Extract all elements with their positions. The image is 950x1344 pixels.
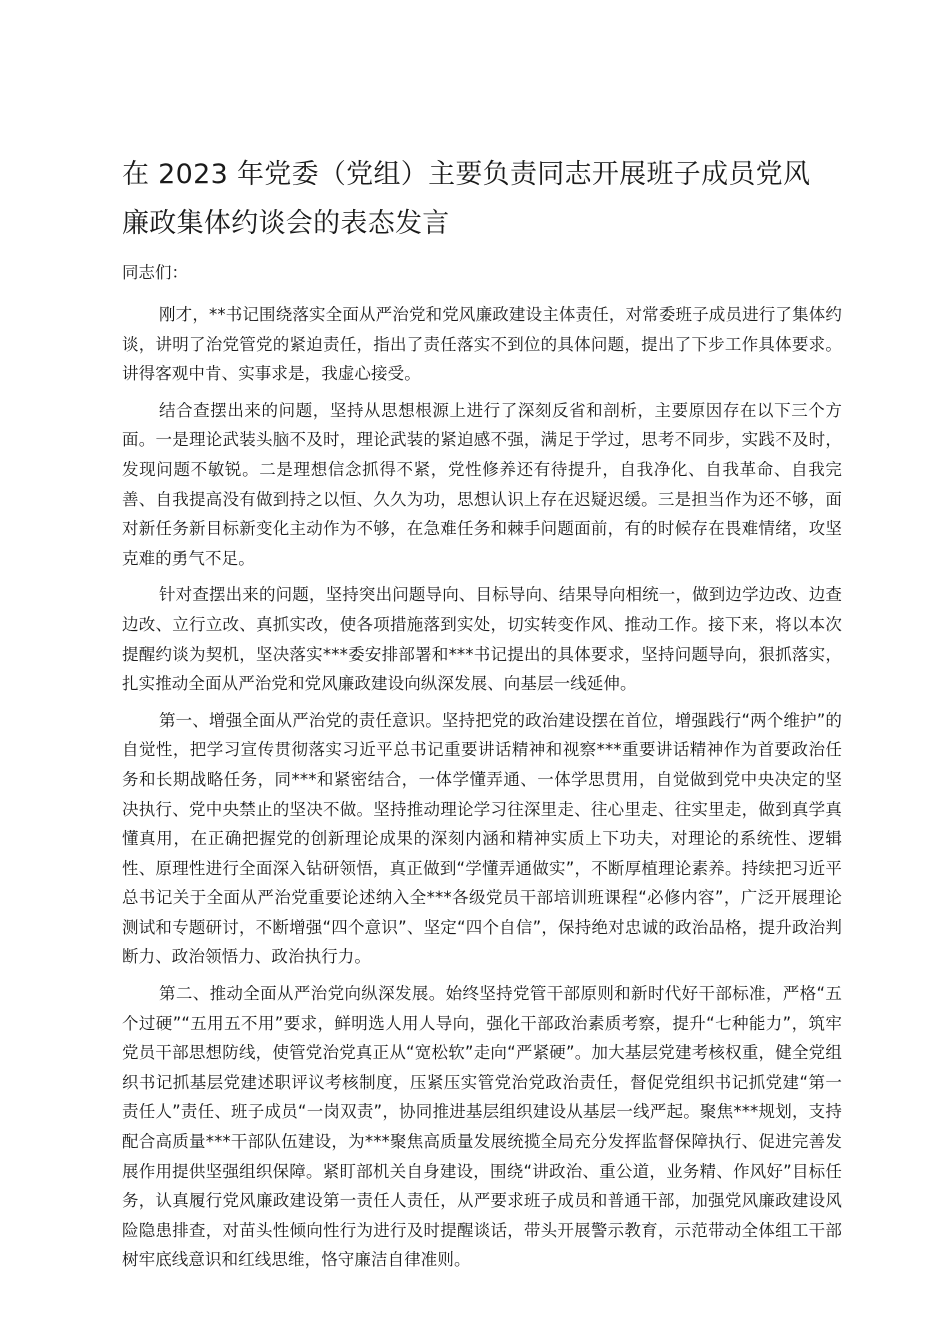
document-title: 在 2023 年党委（党组）主要负责同志开展班子成员党风廉政集体约谈会的表态发言 <box>122 159 811 239</box>
salutation: 同志们： <box>122 263 188 282</box>
paragraph-1: 刚才，**书记围绕落实全面从严治党和党风廉政建设主体责任，对常委班子成员进行了集体约谈，讲明了治党管党的紧迫责任，指出了责任落实不到位的具体问题，提出了下步工作具体要求。讲得客观中肯、实事求是，我虚心接受。 <box>122 305 842 384</box>
paragraph-5: 第二、推动全面从严治党向纵深发展。始终坚持党管干部原则和新时代好干部标准，严格“五个过硬”“五用五不用”要求，鲜明选人用人导向，强化干部政治素质考察，提升“七种能力”，筑牢党员干部思想防线，使管党治党真正从“宽松软”走向“严紧硬”。加大基层党建考核权重，健全党组织书记抓基层党建述职评议考核制度，压紧压实管党治党政治责任，督促党组织书记抓党建“第一责任人”责任、班子成员“一岗双责”，协同推进基层组织建设从基层一线严起。聚焦***规划，支持配合高质量***干部队伍建设，为***聚焦高质量发展统揽全局充分发挥监督保障执行、促进完善发展作用提供坚强组织保障。紧盯部机关自身建设，围绕“讲政治、重公道，业务精、作风好”目标任务，认真履行党风廉政建设第一责任人责任，从严要求班子成员和普通干部，加强党风廉政建设风险隐患排查，对苗头性倾向性行为进行及时提醒谈话，带头开展警示教育，示范带动全体组工干部树牢底线意识和红线思维，恪守廉洁自律准则。 <box>122 984 842 1270</box>
paragraph-4: 第一、增强全面从严治党的责任意识。坚持把党的政治建设摆在首位，增强践行“两个维护”的自觉性，把学习宣传贯彻落实习近平总书记重要讲话精神和视察***重要讲话精神作为首要政治任务和长期战略任务，同***和紧密结合，一体学懂弄通、一体学思贯用，自觉做到党中央决定的坚决执行、党中央禁止的坚决不做。坚持推动理论学习往深里走、往心里走、往实里走，做到真学真懂真用，在正确把握党的创新理论成果的深刻内涵和精神实质上下功夫，对理论的系统性、逻辑性、原理性进行全面深入钻研领悟，真正做到“学懂弄通做实”，不断厚植理论素养。持续把习近平总书记关于全面从严治党重要论述纳入全***各级党员干部培训班课程“必修内容”，广泛开展理论测试和专题研讨，不断增强“四个意识”、坚定“四个自信”，保持绝对忠诚的政治品格，提升政治判断力、政治领悟力、政治执行力。 <box>122 710 842 967</box>
paragraph-3: 针对查摆出来的问题，坚持突出问题导向、目标导向、结果导向相统一，做到边学边改、边查边改、立行立改、真抓实改，使各项措施落到实处，切实转变作风、推动工作。接下来，将以本次提醒约谈为契机，坚决落实***委安排部署和***书记提出的具体要求，坚持问题导向，狠抓落实，扎实推动全面从严治党和党风廉政建设向纵深发展、向基层一线延伸。 <box>122 585 842 694</box>
document-body <box>122 258 842 1282</box>
paragraph-2: 结合查摆出来的问题，坚持从思想根源上进行了深刻反省和剖析，主要原因存在以下三个方面。一是理论武装头脑不及时，理论武装的紧迫感不强，满足于学过，思考不同步，实践不及时，发现问题不敏锐。二是理想信念抓得不紧，党性修养还有待提升，自我净化、自我革命、自我完善、自我提高没有做到持之以恒、久久为功，思想认识上存在迟疑迟缓。三是担当作为还不够，面对新任务新目标新变化主动作为不够，在急难任务和棘手问题面前，有的时候存在畏难情绪，攻坚克难的勇气不足。 <box>122 400 842 568</box>
